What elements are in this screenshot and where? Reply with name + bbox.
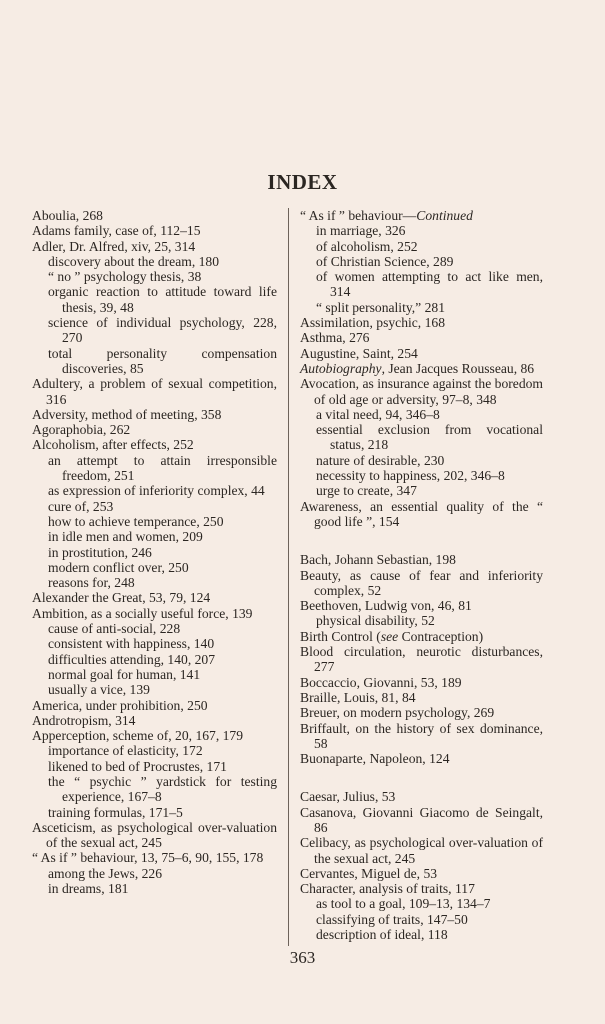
entry-text: Asthma, 276 — [300, 330, 370, 346]
entry-text: nature of desirable, 230 — [316, 452, 445, 468]
index-subentry — [316, 269, 543, 300]
index-entry — [300, 552, 543, 567]
entry-text: likened to bed of Procrustes, 171 — [48, 758, 227, 774]
entry-text: importance of elasticity, 172 — [48, 743, 203, 759]
entry-text: of alcoholism, 252 — [316, 238, 418, 254]
entry-text: how to achieve temperance, 250 — [48, 513, 224, 529]
entry-text: Cervantes, Miguel de, 53 — [300, 865, 438, 881]
index-entry — [32, 422, 277, 437]
index-entry — [300, 208, 543, 223]
index-entry — [32, 728, 277, 743]
entry-text: Beethoven, Ludwig von, 46, 81 — [300, 598, 472, 614]
index-subentry — [48, 269, 277, 284]
index-subentry — [48, 346, 277, 377]
index-subentry — [316, 613, 543, 628]
index-entry — [300, 629, 543, 644]
entry-text: Casanova, Giovanni Giacomo de Seingalt, 86 — [300, 804, 543, 835]
entry-text: Ambition, as a socially useful force, 139 — [32, 605, 253, 621]
index-subentry — [48, 866, 277, 881]
index-entry — [300, 675, 543, 690]
index-entry — [300, 330, 543, 345]
index-subentry — [48, 315, 277, 346]
index-subentry — [48, 652, 277, 667]
entry-text: Buonaparte, Napoleon, 124 — [300, 751, 450, 767]
column-divider — [288, 208, 289, 946]
entry-text: Adams family, case of, 112–15 — [32, 223, 201, 239]
page-number: 363 — [289, 948, 316, 967]
index-entry — [32, 437, 277, 452]
index-entry — [300, 705, 543, 720]
index-subentry — [316, 300, 543, 315]
entry-text: Aboulia, 268 — [32, 208, 103, 223]
italic-text: see — [380, 628, 399, 644]
index-entry — [32, 590, 277, 605]
entry-text: modern conflict over, 250 — [48, 559, 189, 575]
index-entry — [300, 361, 543, 376]
page-title: INDEX — [267, 170, 338, 194]
entry-text: of women attempting to act like men, 314 — [316, 269, 543, 300]
index-entry — [300, 690, 543, 705]
index-entry — [300, 568, 543, 599]
index-subentry — [316, 927, 543, 942]
index-entry — [300, 644, 543, 675]
entry-text: America, under prohibition, 250 — [32, 697, 208, 713]
entry-text: necessity to happiness, 202, 346–8 — [316, 468, 505, 484]
entry-text: a vital need, 94, 346–8 — [316, 406, 440, 422]
entry-text: “ As if ” behaviour, 13, 75–6, 90, 155, 178 — [32, 850, 264, 866]
index-subentry — [48, 759, 277, 774]
entry-text: Awareness, an essential quality of the “ good life ”, 154 — [300, 498, 543, 529]
entry-text: as tool to a goal, 109–13, 134–7 — [316, 896, 491, 912]
index-entry — [32, 606, 277, 621]
entry-text: “ split personality,” 281 — [316, 299, 445, 315]
entry-text: organic reaction to attitude toward life thesis, 39, 48 — [48, 284, 277, 315]
entry-text: Assimilation, psychic, 168 — [300, 315, 445, 331]
index-entry — [300, 881, 543, 896]
index-entry — [300, 751, 543, 766]
entry-text: Apperception, scheme of, 20, 167, 179 — [32, 728, 244, 744]
entry-text: , Jean Jacques Rousseau, 86 — [381, 360, 535, 376]
entry-text: Boccaccio, Giovanni, 53, 189 — [300, 674, 462, 690]
entry-text: Alcoholism, after effects, 252 — [32, 437, 194, 453]
entry-text: Braille, Louis, 81, 84 — [300, 689, 416, 705]
entry-text: Bach, Johann Sebastian, 198 — [300, 552, 456, 568]
entry-text: of Christian Science, 289 — [316, 253, 454, 269]
entry-text: an attempt to attain irresponsible freedom, 251 — [48, 452, 277, 484]
letter-group-gap — [300, 529, 543, 552]
entry-text: physical disability, 52 — [316, 613, 435, 629]
index-entry — [32, 820, 277, 851]
index-subentry — [48, 636, 277, 651]
index-subentry — [48, 805, 277, 820]
index-subentry — [48, 774, 277, 805]
index-entry — [300, 598, 543, 613]
index-entry — [32, 713, 277, 728]
entry-text: total personality compensation discoveries, 85 — [48, 345, 277, 376]
entry-text: Alexander the Great, 53, 79, 124 — [32, 590, 211, 606]
entry-text: classifying of traits, 147–50 — [316, 911, 468, 927]
index-subentry — [316, 422, 543, 453]
index-subentry — [48, 514, 277, 529]
entry-text: discovery about the dream, 180 — [48, 253, 220, 269]
entry-text: Character, analysis of traits, 117 — [300, 881, 475, 897]
index-subentry — [316, 468, 543, 483]
entry-text: “ no ” psychology thesis, 38 — [48, 269, 202, 285]
index-subentry — [48, 575, 277, 590]
entry-text: as expression of inferiority complex, 44 — [48, 483, 265, 499]
index-entry — [300, 346, 543, 361]
index-entry — [32, 407, 277, 422]
index-subentry — [48, 667, 277, 682]
entry-text: “ As if ” behaviour— — [300, 208, 417, 223]
index-subentry — [48, 545, 277, 560]
italic-text: Autobiography — [300, 360, 382, 376]
index-entry — [300, 835, 543, 866]
index-subentry — [48, 284, 277, 315]
index-entry — [300, 805, 543, 836]
entry-text: in marriage, 326 — [316, 223, 406, 239]
index-subentry — [316, 453, 543, 468]
index-column-right — [300, 208, 543, 942]
index-subentry — [48, 682, 277, 697]
entry-text: Adultery, a problem of sexual competition, 316 — [32, 376, 277, 407]
entry-text: description of ideal, 118 — [316, 927, 448, 943]
index-subentry — [48, 254, 277, 269]
index-subentry — [316, 407, 543, 422]
index-entry — [300, 789, 543, 804]
index-subentry — [48, 743, 277, 758]
index-entry — [300, 315, 543, 330]
index-subentry — [48, 453, 277, 484]
index-entry — [32, 239, 277, 254]
entry-text: urge to create, 347 — [316, 483, 417, 499]
index-subentry — [316, 223, 543, 238]
entry-text: in idle men and women, 209 — [48, 529, 203, 545]
entry-text: the “ psychic ” yardstick for testing experience, 167–8 — [48, 773, 277, 805]
entry-text: Androtropism, 314 — [32, 712, 136, 728]
index-entry — [32, 698, 277, 713]
entry-text: cause of anti-social, 228 — [48, 621, 181, 637]
entry-text: Caesar, Julius, 53 — [300, 789, 396, 805]
index-subentry — [48, 560, 277, 575]
index-entry — [32, 223, 277, 238]
index-column-left — [32, 208, 277, 896]
entry-text: in dreams, 181 — [48, 881, 129, 897]
entry-text: Avocation, as insurance against the boredom of old age or adversity, 97–8, 348 — [300, 376, 543, 407]
entry-text: normal goal for human, 141 — [48, 666, 201, 682]
italic-text: Continued — [416, 208, 473, 223]
entry-text: Birth Control ( — [300, 628, 381, 644]
index-entry — [300, 499, 543, 530]
entry-text: Asceticism, as psychological over-valuation of the sexual act, 245 — [32, 819, 277, 851]
index-subentry — [48, 529, 277, 544]
index-entry — [300, 376, 543, 407]
entry-text: reasons for, 248 — [48, 575, 135, 591]
index-subentry — [48, 881, 277, 896]
entry-text: Briffault, on the history of sex dominance, 58 — [300, 720, 543, 751]
entry-text: among the Jews, 226 — [48, 865, 163, 881]
index-subentry — [316, 896, 543, 911]
index-entry — [32, 850, 277, 865]
entry-text: essential exclusion from vocational status, 218 — [316, 422, 543, 453]
index-entry — [300, 866, 543, 881]
entry-text: consistent with happiness, 140 — [48, 636, 215, 652]
index-entry — [32, 208, 277, 223]
entry-text: Adler, Dr. Alfred, xiv, 25, 314 — [32, 238, 196, 254]
entry-text: Contraception) — [398, 628, 484, 644]
index-subentry — [316, 912, 543, 927]
index-entry — [300, 721, 543, 752]
index-subentry — [48, 621, 277, 636]
entry-text: Augustine, Saint, 254 — [300, 345, 418, 361]
index-subentry — [316, 483, 543, 498]
index-subentry — [316, 254, 543, 269]
entry-text: cure of, 253 — [48, 498, 114, 514]
index-subentry — [48, 499, 277, 514]
entry-text: in prostitution, 246 — [48, 544, 152, 560]
entry-text: Agoraphobia, 262 — [32, 422, 131, 438]
entry-text: usually a vice, 139 — [48, 682, 150, 698]
entry-text: Beauty, as cause of fear and inferiority complex, 52 — [300, 567, 543, 598]
entry-text: Adversity, method of meeting, 358 — [32, 406, 222, 422]
entry-text: Breuer, on modern psychology, 269 — [300, 705, 495, 721]
entry-text: Celibacy, as psychological over-valuation of the sexual act, 245 — [300, 835, 543, 866]
letter-group-gap — [300, 766, 543, 789]
entry-text: Blood circulation, neurotic disturbances, 277 — [300, 644, 543, 675]
entry-text: science of individual psychology, 228, 270 — [48, 315, 277, 346]
entry-text: difficulties attending, 140, 207 — [48, 651, 216, 667]
index-entry — [32, 376, 277, 407]
entry-text: training formulas, 171–5 — [48, 804, 183, 820]
index-subentry — [48, 483, 277, 498]
index-subentry — [316, 239, 543, 254]
